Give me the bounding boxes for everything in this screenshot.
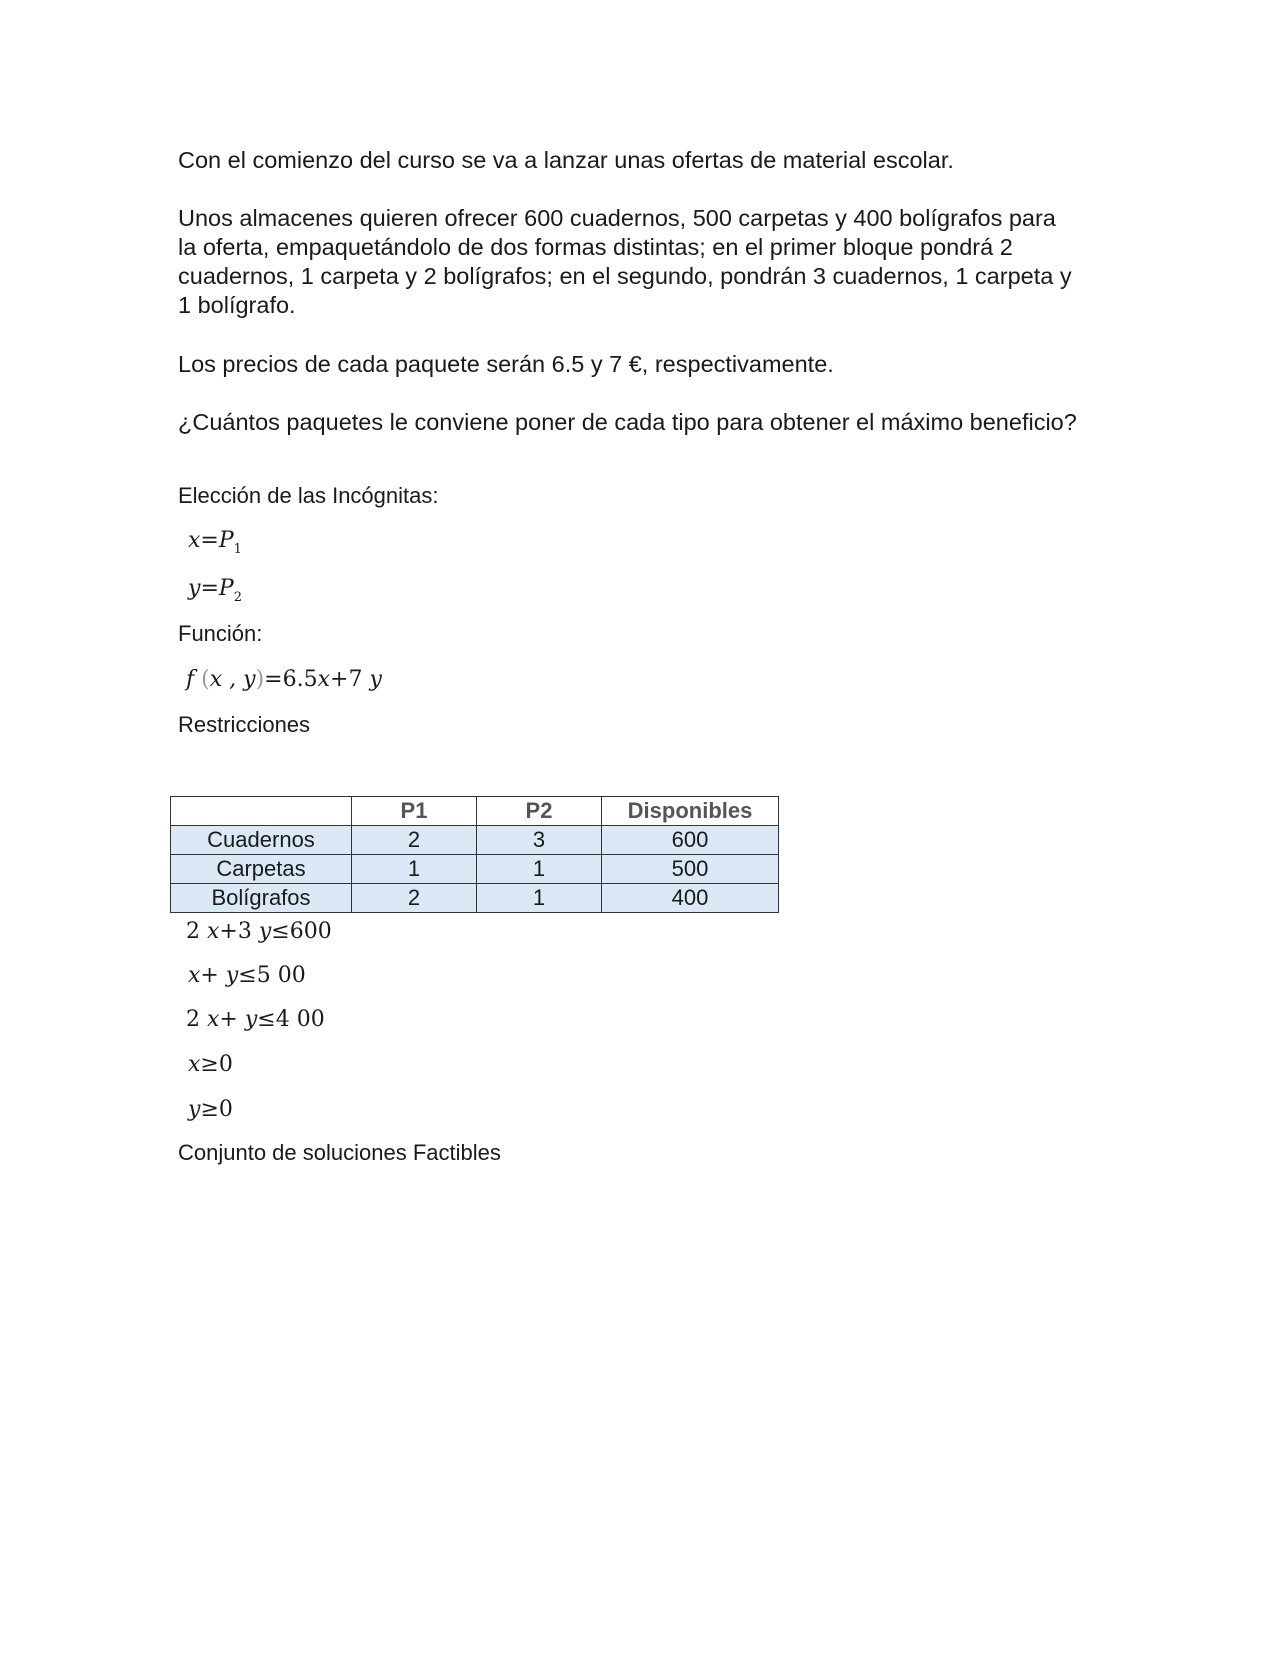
table-cell: 500 bbox=[602, 855, 779, 884]
constraint-1 bbox=[186, 918, 332, 946]
constraint-x: x bbox=[207, 919, 220, 944]
constraint-rel: ≥ bbox=[200, 1052, 219, 1077]
table-cell: 2 bbox=[352, 826, 477, 855]
intro-paragraph: Con el comienzo del curso se va a lanzar unas ofertas de material escolar. bbox=[178, 147, 954, 173]
constraint-rhs: 600 bbox=[289, 919, 332, 944]
table-cell: 400 bbox=[602, 884, 779, 913]
table-cell: 1 bbox=[477, 855, 602, 884]
constraint-rhs: 4 00 bbox=[275, 1007, 325, 1032]
constraint-rel: ≤ bbox=[238, 963, 257, 988]
constraint-x: x bbox=[188, 1052, 201, 1077]
funcion-label: Función: bbox=[178, 621, 263, 646]
unknown-x-sub: 1 bbox=[233, 542, 242, 557]
function-f: f bbox=[186, 667, 195, 692]
unknown-x-eq: = bbox=[200, 528, 219, 553]
table-cell: Cuadernos bbox=[171, 826, 352, 855]
table-cell: Carpetas bbox=[171, 855, 352, 884]
constraint-3 bbox=[186, 1006, 325, 1034]
table-header-cell: Disponibles bbox=[602, 797, 779, 826]
table-row bbox=[171, 855, 779, 884]
table-header-cell bbox=[171, 797, 352, 826]
unknown-y-eq: = bbox=[200, 576, 219, 601]
constraint-y: y bbox=[225, 963, 239, 988]
constraint-op: + bbox=[219, 1007, 238, 1032]
constraint-y: y bbox=[188, 1097, 201, 1122]
prices-paragraph: Los precios de cada paquete serán 6.5 y 7 €, respectivamente. bbox=[178, 351, 834, 377]
function-plus: +7 bbox=[330, 667, 363, 692]
function-x: x bbox=[317, 667, 331, 692]
table-cell: 1 bbox=[477, 884, 602, 913]
constraint-coef: 2 bbox=[186, 919, 200, 944]
constraint-rel: ≥ bbox=[200, 1097, 219, 1122]
unknown-x-var: x bbox=[188, 528, 201, 553]
unknown-y-sym: P bbox=[218, 576, 234, 601]
constraint-y: y bbox=[244, 1007, 258, 1032]
constraint-rel: ≤ bbox=[271, 919, 290, 944]
function-rhs-a: =6.5 bbox=[264, 667, 318, 692]
constraint-4 bbox=[188, 1051, 233, 1079]
table-header-cell: P2 bbox=[477, 797, 602, 826]
constraint-x: x bbox=[207, 1007, 220, 1032]
incognitas-label: Elección de las Incógnitas: bbox=[178, 483, 439, 508]
table-row bbox=[171, 826, 779, 855]
table-cell: 2 bbox=[352, 884, 477, 913]
conjunto-label: Conjunto de soluciones Factibles bbox=[178, 1140, 501, 1165]
table-row bbox=[171, 884, 779, 913]
table-header-row bbox=[171, 797, 779, 826]
table-cell: Bolígrafos bbox=[171, 884, 352, 913]
constraint-coef: 2 bbox=[186, 1007, 200, 1032]
unknown-y-equation bbox=[188, 575, 242, 612]
constraint-5 bbox=[188, 1096, 233, 1124]
table-cell: 3 bbox=[477, 826, 602, 855]
objective-function: f (x , y)=6.5x+7 y bbox=[186, 667, 382, 692]
function-y: y bbox=[369, 667, 382, 692]
constraint-rhs: 0 bbox=[218, 1052, 233, 1077]
question-paragraph: ¿Cuántos paquetes le conviene poner de cada tipo para obtener el máximo beneficio? bbox=[178, 409, 1077, 435]
constraint-rhs: 5 00 bbox=[256, 963, 306, 988]
table-cell: 1 bbox=[352, 855, 477, 884]
constraint-2 bbox=[188, 962, 306, 990]
table-header-cell: P1 bbox=[352, 797, 477, 826]
restricciones-label: Restricciones bbox=[178, 712, 311, 737]
restrictions-table bbox=[170, 796, 779, 913]
unknown-y-sub: 2 bbox=[233, 590, 242, 605]
problem-paragraph: Unos almacenes quieren ofrecer 600 cuadernos, 500 carpetas y 400 bolígrafos para la oferta, empaquetándolo de dos formas distintas; en el primer bloque pondrá 2 cuadernos, 1 carpeta y 2 bolígrafos; en el segundo, pondrán 3 cuadernos, 1 carpeta y 1 bolígrafo. bbox=[178, 205, 1072, 318]
constraint-y: y bbox=[258, 919, 272, 944]
constraint-op: + bbox=[200, 963, 219, 988]
unknown-x-sym: P bbox=[218, 528, 234, 553]
constraint-rel: ≤ bbox=[257, 1007, 276, 1032]
unknown-x-equation bbox=[188, 527, 242, 564]
unknown-y-var: y bbox=[188, 576, 201, 601]
table-cell: 600 bbox=[602, 826, 779, 855]
constraint-op: +3 bbox=[219, 919, 252, 944]
function-args: x , y bbox=[209, 667, 256, 692]
constraint-rhs: 0 bbox=[218, 1097, 233, 1122]
constraint-x: x bbox=[188, 963, 201, 988]
